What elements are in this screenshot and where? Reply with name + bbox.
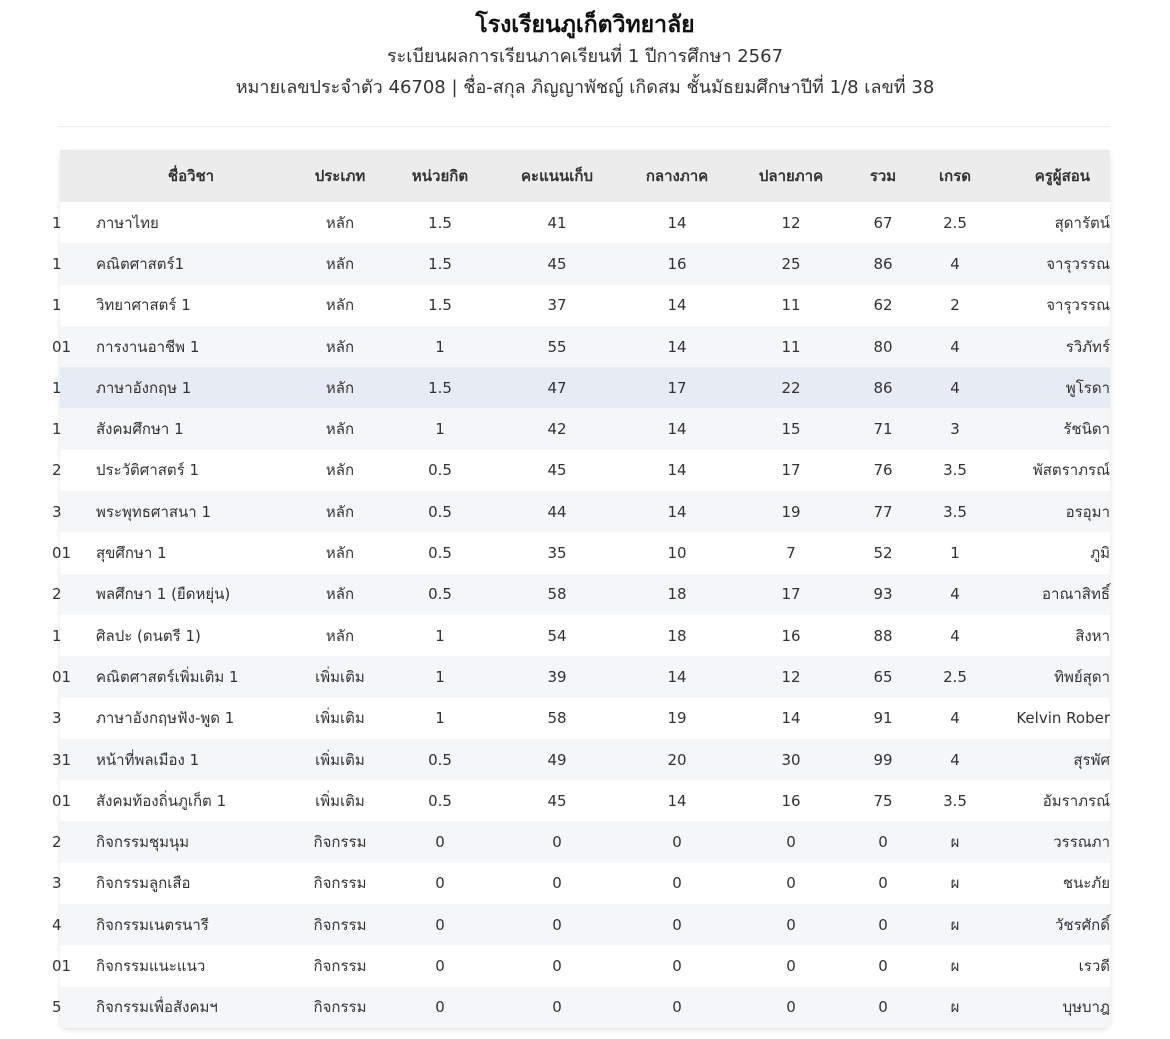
row-midterm: 0 (672, 998, 682, 1017)
row-grade: 4 (950, 626, 960, 645)
row-subject: สุขศึกษา 1 (96, 544, 167, 563)
row-code (52, 945, 92, 986)
row-credit: 0.5 (428, 502, 452, 521)
row-code-text: 2 (52, 585, 62, 604)
row-subject: ภาษาอังกฤษฟัง-พูด 1 (96, 709, 235, 728)
row-teacher: อาณาสิทธิ์ (1042, 585, 1110, 604)
row-teacher: พูโรดา (1065, 378, 1110, 397)
row-code (52, 904, 92, 945)
table-row[interactable] (60, 863, 1110, 904)
row-midterm: 18 (667, 585, 687, 604)
row-type: กิจกรรม (313, 833, 367, 852)
row-type: หลัก (325, 213, 355, 232)
row-teacher: อัมราภรณ์ (1042, 791, 1110, 810)
row-subject: การงานอาชีพ 1 (96, 337, 200, 356)
row-final: 12 (781, 213, 801, 232)
row-midterm: 18 (667, 626, 687, 645)
table-header-row (60, 150, 1110, 202)
row-teacher: อรอุมา (1065, 502, 1110, 521)
row-code-text: 1 (52, 254, 62, 273)
table-row[interactable] (60, 656, 1110, 697)
table-row[interactable] (60, 574, 1110, 615)
col-header-subject: ชื่อวิชา (167, 167, 215, 185)
row-midterm: 14 (667, 337, 687, 356)
row-total: 80 (873, 337, 893, 356)
row-subject: กิจกรรมลูกเสือ (96, 874, 191, 893)
row-type: หลัก (325, 502, 355, 521)
row-collected: 49 (547, 750, 567, 769)
row-type: กิจกรรม (313, 874, 367, 893)
col-header-final: ปลายภาค (758, 167, 824, 185)
row-type: หลัก (325, 378, 355, 397)
col-header-collected: คะแนนเก็บ (521, 167, 593, 185)
row-code-text: 3 (52, 709, 62, 728)
row-credit: 0 (435, 915, 445, 934)
row-collected: 0 (552, 998, 562, 1017)
row-credit: 0 (435, 874, 445, 893)
row-code (52, 987, 92, 1028)
col-header-type: ประเภท (314, 167, 366, 185)
row-code (52, 780, 92, 821)
row-code (52, 285, 92, 326)
row-total: 99 (873, 750, 893, 769)
row-final: 17 (781, 461, 801, 480)
row-final: 0 (786, 874, 796, 893)
row-total: 91 (873, 709, 893, 728)
row-type: กิจกรรม (313, 915, 367, 934)
row-total: 88 (873, 626, 893, 645)
row-credit: 0 (435, 833, 445, 852)
row-midterm: 0 (672, 956, 682, 975)
row-code (52, 367, 92, 408)
row-teacher: วรรณภา (1053, 833, 1110, 852)
row-midterm: 14 (667, 420, 687, 439)
row-midterm: 14 (667, 502, 687, 521)
row-midterm: 16 (667, 254, 687, 273)
row-credit: 1.5 (428, 254, 452, 273)
row-grade: 3 (950, 420, 960, 439)
row-collected: 42 (547, 420, 567, 439)
row-total: 52 (873, 544, 893, 563)
row-final: 0 (786, 833, 796, 852)
row-midterm: 0 (672, 833, 682, 852)
row-total: 86 (873, 254, 893, 273)
row-credit: 1 (435, 667, 445, 686)
row-code (52, 574, 92, 615)
row-grade: ผ (950, 998, 960, 1017)
row-code (52, 326, 92, 367)
row-type: เพิ่มเติม (315, 791, 365, 810)
row-code-text: 01 (52, 544, 72, 563)
row-type: หลัก (325, 296, 355, 315)
row-grade: ผ (950, 833, 960, 852)
table-row[interactable] (60, 698, 1110, 739)
row-credit: 1.5 (428, 378, 452, 397)
row-final: 12 (781, 667, 801, 686)
row-subject: กิจกรรมเพื่อสังคมฯ (96, 998, 218, 1017)
row-subject: ภาษาอังกฤษ 1 (96, 378, 192, 397)
row-grade: 4 (950, 378, 960, 397)
row-collected: 39 (547, 667, 567, 686)
row-code-text: 01 (52, 667, 72, 686)
row-teacher: บุษบาฎ (1062, 998, 1110, 1017)
row-grade: 3.5 (943, 791, 967, 810)
row-type: หลัก (325, 626, 355, 645)
row-code (52, 698, 92, 739)
row-credit: 1 (435, 420, 445, 439)
row-collected: 58 (547, 585, 567, 604)
row-midterm: 20 (667, 750, 687, 769)
row-code-text: 31 (52, 750, 72, 769)
row-midterm: 14 (667, 461, 687, 480)
col-header-midterm: กลางภาค (645, 167, 709, 185)
row-type: หลัก (325, 254, 355, 273)
row-code (52, 863, 92, 904)
row-teacher: สุรพัศ (1073, 750, 1110, 769)
row-grade: ผ (950, 915, 960, 934)
table-row[interactable] (60, 945, 1110, 986)
row-code-text: 1 (52, 213, 62, 232)
row-collected: 35 (547, 544, 567, 563)
table-row[interactable] (60, 739, 1110, 780)
row-midterm: 19 (667, 709, 687, 728)
row-subject: สังคมศึกษา 1 (96, 420, 184, 439)
row-teacher: จารุวรรณ (1046, 296, 1110, 315)
row-grade: 4 (950, 254, 960, 273)
row-teacher: พัสตราภรณ์ (1032, 461, 1110, 480)
row-type: เพิ่มเติม (315, 750, 365, 769)
row-teacher: ทิพย์สุดา (1054, 667, 1110, 686)
row-type: เพิ่มเติม (315, 667, 365, 686)
row-credit: 0.5 (428, 461, 452, 480)
row-grade: 2 (950, 296, 960, 315)
row-grade: ผ (950, 956, 960, 975)
row-code (52, 408, 92, 449)
row-teacher: ภูมิ (1090, 544, 1110, 563)
row-collected: 45 (547, 254, 567, 273)
row-collected: 55 (547, 337, 567, 356)
row-teacher: รัชนิดา (1063, 420, 1110, 439)
row-code-text: 01 (52, 337, 72, 356)
row-collected: 0 (552, 915, 562, 934)
row-final: 0 (786, 956, 796, 975)
row-subject: สังคมท้องถิ่นภูเก็ต 1 (96, 791, 227, 810)
row-code-text: 01 (52, 791, 72, 810)
row-teacher: Kelvin Rober (1016, 709, 1110, 728)
row-collected: 0 (552, 956, 562, 975)
row-total: 67 (873, 213, 893, 232)
row-grade: 3.5 (943, 502, 967, 521)
row-collected: 37 (547, 296, 567, 315)
row-subject: วิทยาศาสตร์ 1 (96, 296, 191, 315)
row-type: กิจกรรม (313, 998, 367, 1017)
student-info: หมายเลขประจำตัว 46708 | ชื่อ-สกุล ภิญญาพัชญ์ เกิดสม ชั้นมัธยมศึกษาปีที่ 1/8 เลขที่ 38 (235, 77, 935, 98)
row-final: 15 (781, 420, 801, 439)
row-collected: 44 (547, 502, 567, 521)
table-row[interactable] (60, 367, 1110, 408)
col-header-credit: หน่วยกิต (411, 167, 469, 185)
col-header-teacher: ครูผู้สอน (1034, 167, 1090, 185)
header-divider (58, 126, 1110, 127)
row-collected: 0 (552, 874, 562, 893)
row-midterm: 0 (672, 915, 682, 934)
table-row[interactable] (60, 243, 1110, 284)
row-total: 93 (873, 585, 893, 604)
row-type: หลัก (325, 337, 355, 356)
row-code (52, 821, 92, 862)
row-collected: 41 (547, 213, 567, 232)
row-midterm: 14 (667, 296, 687, 315)
row-code (52, 615, 92, 656)
row-grade: 2.5 (943, 213, 967, 232)
row-teacher: จารุวรรณ (1046, 254, 1110, 273)
row-final: 17 (781, 585, 801, 604)
table-row[interactable] (60, 202, 1110, 243)
col-header-code (60, 150, 92, 202)
row-subject: ประวัติศาสตร์ 1 (96, 461, 200, 480)
row-final: 7 (786, 544, 796, 563)
row-midterm: 0 (672, 874, 682, 893)
table-row[interactable] (60, 285, 1110, 326)
table-row[interactable] (60, 450, 1110, 491)
row-midterm: 14 (667, 791, 687, 810)
row-code (52, 243, 92, 284)
col-header-total: รวม (869, 167, 897, 185)
row-credit: 0.5 (428, 585, 452, 604)
row-code-text: 1 (52, 626, 62, 645)
row-code-text: 2 (52, 833, 62, 852)
row-code (52, 202, 92, 243)
row-midterm: 17 (667, 378, 687, 397)
row-subject: หน้าที่พลเมือง 1 (96, 750, 200, 769)
row-total: 77 (873, 502, 893, 521)
row-credit: 1.5 (428, 213, 452, 232)
row-total: 62 (873, 296, 893, 315)
row-final: 0 (786, 998, 796, 1017)
row-type: หลัก (325, 420, 355, 439)
row-total: 76 (873, 461, 893, 480)
row-subject: คณิตศาสตร์เพิ่มเติม 1 (96, 667, 239, 686)
row-subject: ศิลปะ (ดนตรี 1) (96, 626, 201, 645)
row-credit: 0.5 (428, 791, 452, 810)
row-subject: กิจกรรมชุมนุม (96, 833, 190, 852)
row-final: 22 (781, 378, 801, 397)
row-subject: พระพุทธศาสนา 1 (96, 502, 212, 521)
table-row[interactable] (60, 904, 1110, 945)
row-grade: 3.5 (943, 461, 967, 480)
report-header (0, 0, 1170, 104)
row-credit: 1 (435, 337, 445, 356)
row-final: 30 (781, 750, 801, 769)
row-final: 16 (781, 626, 801, 645)
row-collected: 45 (547, 791, 567, 810)
row-final: 14 (781, 709, 801, 728)
row-grade: 4 (950, 337, 960, 356)
row-final: 11 (781, 296, 801, 315)
row-code-text: 3 (52, 874, 62, 893)
table-row[interactable] (60, 326, 1110, 367)
row-code (52, 450, 92, 491)
row-collected: 54 (547, 626, 567, 645)
row-code-text: 1 (52, 378, 62, 397)
row-subject: คณิตศาสตร์1 (96, 254, 185, 273)
row-total: 0 (878, 956, 888, 975)
table-row[interactable] (60, 780, 1110, 821)
col-header-grade: เกรด (938, 167, 971, 185)
row-total: 86 (873, 378, 893, 397)
table-row[interactable] (60, 491, 1110, 532)
table-row[interactable] (60, 532, 1110, 573)
row-collected: 45 (547, 461, 567, 480)
row-grade: ผ (950, 874, 960, 893)
row-midterm: 10 (667, 544, 687, 563)
row-total: 65 (873, 667, 893, 686)
row-collected: 58 (547, 709, 567, 728)
row-final: 11 (781, 337, 801, 356)
table-body (52, 202, 1110, 1028)
row-final: 25 (781, 254, 801, 273)
row-type: หลัก (325, 461, 355, 480)
row-teacher: สิงหา (1075, 626, 1110, 645)
row-total: 71 (873, 420, 893, 439)
row-code (52, 656, 92, 697)
row-credit: 1.5 (428, 296, 452, 315)
row-credit: 1 (435, 626, 445, 645)
row-teacher: เรวดี (1078, 956, 1110, 975)
row-code (52, 532, 92, 573)
table-row[interactable] (60, 987, 1110, 1028)
row-type: หลัก (325, 585, 355, 604)
row-code (52, 491, 92, 532)
row-midterm: 14 (667, 213, 687, 232)
row-code-text: 3 (52, 502, 62, 521)
row-credit: 0 (435, 956, 445, 975)
row-type: กิจกรรม (313, 956, 367, 975)
row-code-text: 5 (52, 998, 62, 1017)
table-row[interactable] (60, 615, 1110, 656)
row-total: 0 (878, 998, 888, 1017)
row-subject: ภาษาไทย (96, 213, 159, 232)
row-total: 0 (878, 833, 888, 852)
row-total: 0 (878, 874, 888, 893)
row-total: 75 (873, 791, 893, 810)
row-code-text: 2 (52, 461, 62, 480)
row-subject: กิจกรรมเนตรนารี (96, 915, 209, 934)
row-subject: กิจกรรมแนะแนว (96, 956, 206, 975)
row-grade: 2.5 (943, 667, 967, 686)
report-title: ระเบียนผลการเรียนภาคเรียนที่ 1 ปีการศึกษา 2567 (386, 46, 784, 67)
row-code-text: 1 (52, 296, 62, 315)
row-subject: พลศึกษา 1 (ยืดหยุ่น) (96, 585, 231, 604)
row-teacher: รวิภัทร์ (1065, 337, 1110, 356)
row-teacher: ชนะภัย (1062, 874, 1110, 893)
grades-table (52, 150, 1110, 1028)
row-code-text: 01 (52, 956, 72, 975)
row-teacher: สุดารัตน์ (1054, 213, 1110, 232)
row-teacher: วัชรศักดิ์ (1054, 915, 1110, 934)
row-grade: 4 (950, 585, 960, 604)
row-type: หลัก (325, 544, 355, 563)
row-credit: 0 (435, 998, 445, 1017)
row-credit: 0.5 (428, 750, 452, 769)
grades-table-card (52, 150, 1110, 1028)
school-name: โรงเรียนภูเก็ตวิทยาลัย (475, 12, 695, 38)
row-grade: 4 (950, 709, 960, 728)
row-final: 0 (786, 915, 796, 934)
row-final: 19 (781, 502, 801, 521)
row-collected: 0 (552, 833, 562, 852)
row-total: 0 (878, 915, 888, 934)
row-code-text: 4 (52, 915, 62, 934)
row-grade: 4 (950, 750, 960, 769)
row-type: เพิ่มเติม (315, 709, 365, 728)
row-final: 16 (781, 791, 801, 810)
row-code-text: 1 (52, 420, 62, 439)
row-midterm: 14 (667, 667, 687, 686)
row-credit: 1 (435, 709, 445, 728)
row-collected: 47 (547, 378, 567, 397)
table-row[interactable] (60, 408, 1110, 449)
table-row[interactable] (60, 821, 1110, 862)
row-code (52, 739, 92, 780)
row-grade: 1 (950, 544, 960, 563)
row-credit: 0.5 (428, 544, 452, 563)
